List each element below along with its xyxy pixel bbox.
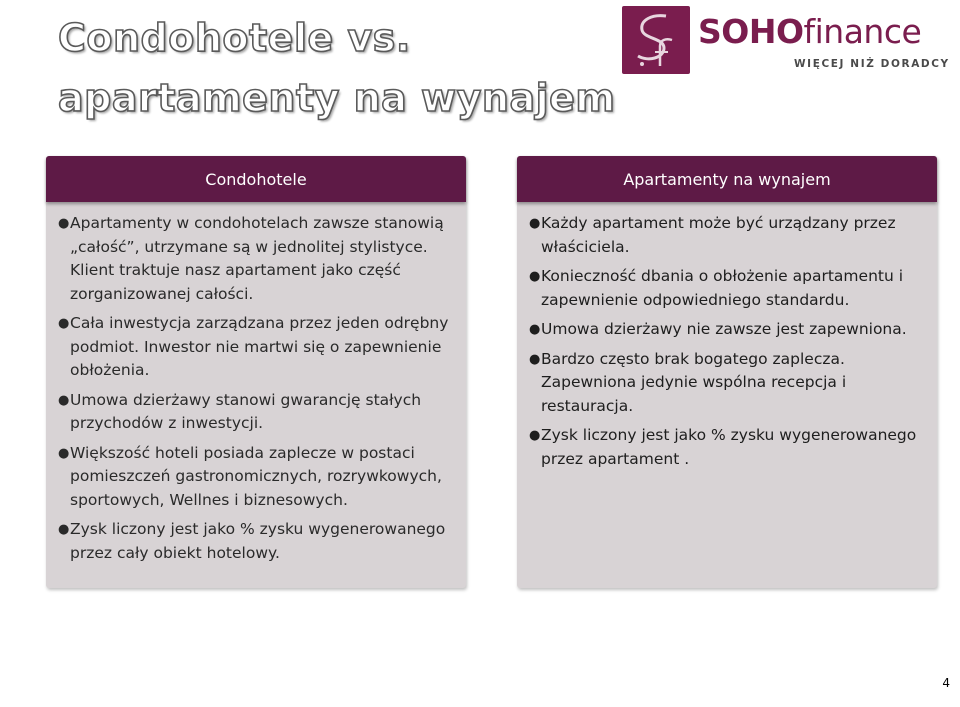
bullet-icon: ● (58, 392, 70, 408)
logo-wordmark (698, 14, 921, 50)
condohotele-panel (46, 156, 466, 588)
bullet-icon: ● (529, 428, 541, 443)
bullet-icon: ● (58, 445, 70, 461)
bullet-icon: ● (58, 522, 70, 537)
list-item: ● Konieczność dbania o obłożenie apartamentu i zapewnienie odpowiedniego standardu. (529, 267, 904, 309)
bullet-icon: ● (529, 351, 541, 367)
slide-title-line-2: apartamenty na wynajem (58, 76, 616, 120)
list-item: ● Cała inwestycja zarządzana przez jeden odrębny podmiot. Inwestor nie martwi się o zapewnienie obłożenia. (58, 314, 449, 379)
slide-title-line-1: Condohotele vs. (58, 16, 411, 60)
sohofinance-logo (622, 6, 952, 76)
apartamenty-list (517, 202, 937, 471)
apartamenty-panel (517, 156, 937, 588)
list-item: ● Każdy apartament może być urządzany przez właściciela. (529, 214, 896, 256)
list-item: ● Zysk liczony jest jako % zysku wygenerowanego przez apartament . (529, 426, 917, 468)
bullet-icon: ● (529, 322, 541, 337)
bullet-icon: ● (58, 316, 70, 331)
list-item: ● Umowa dzierżawy stanowi gwarancję stałych przychodów z inwestycji. (58, 390, 422, 432)
list-item: ● Bardzo często brak bogatego zaplecza. Zapewniona jedynie wspólna recepcja i restauracja. (529, 349, 847, 415)
list-item: ● Zysk liczony jest jako % zysku wygenerowanego przez cały obiekt hotelowy. (58, 520, 446, 562)
list-item: ● Umowa dzierżawy nie zawsze jest zapewniona. (529, 318, 923, 342)
logo-tagline: WIĘCEJ NIŻ DORADCY (794, 58, 950, 70)
apartamenty-panel-header: Apartamenty na wynajem (517, 156, 937, 202)
list-item: ● Większość hoteli posiada zaplecze w postaci pomieszczeń gastronomicznych, rozrywkowych, sportowych, Wellnes i biznesowych. (58, 443, 442, 509)
list-item: ● Apartamenty w condohotelach zawsze stanowią „całość”, utrzymane są w jednolitej stylistyce. Klient traktuje nasz apartament jako część zorganizowanej całości. (58, 214, 444, 303)
logo-word-finance: finance (803, 12, 922, 51)
condohotele-list (46, 202, 466, 565)
bullet-icon: ● (529, 269, 541, 284)
condohotele-panel-header: Condohotele (46, 156, 466, 202)
slide-title (58, 8, 638, 128)
bullet-icon: ● (529, 216, 541, 231)
logo-monogram-icon (622, 6, 690, 74)
bullet-icon: ● (58, 216, 70, 231)
page-number: 4 (942, 676, 950, 690)
logo-word-soho: SOHO (698, 12, 804, 51)
